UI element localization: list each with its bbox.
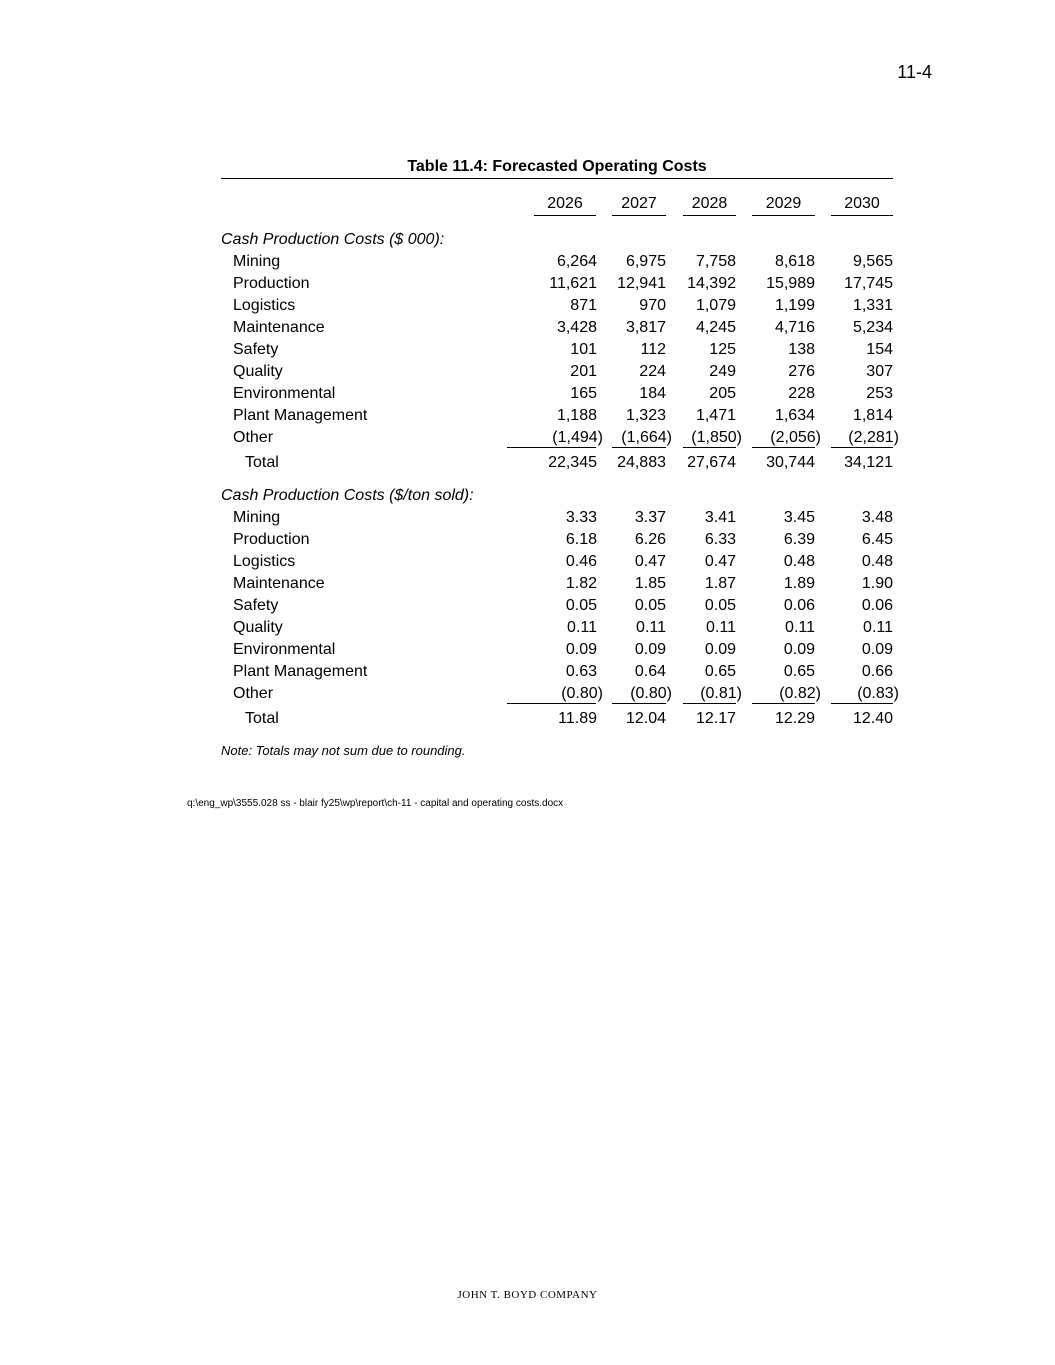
cell: 1,331 [852,297,893,314]
cell: 34,121 [844,454,893,471]
cell: 0.05 [565,597,597,614]
section-heading: Cash Production Costs ($ 000): [221,231,445,248]
cell: 30,744 [766,454,815,471]
cell: 125 [709,341,736,358]
table-row [0,508,1055,530]
row-label: Plant Management [233,663,368,680]
cell: 138 [788,341,815,358]
cell: 224 [639,363,666,380]
table-row [0,596,1055,618]
page-footer: JOHN T. BOYD COMPANY [457,1289,598,1301]
cell: 0.11 [785,619,815,636]
cell: 12.04 [625,710,666,727]
cell: 0.11 [567,619,597,636]
total-row [0,709,1055,731]
cell: 249 [709,363,736,380]
cell: 184 [639,385,666,402]
total-row [0,453,1055,475]
cell: 101 [570,341,597,358]
subtotal-rule [612,447,666,448]
row-label: Environmental [233,641,336,658]
row-label: Safety [233,597,279,614]
file-path: q:\eng_wp\3555.028 ss - blair fy25\wp\report\ch-11 - capital and operating costs.docx [187,798,564,809]
cell: 1,471 [695,407,736,424]
subtotal-rule [507,703,596,704]
row-label: Other [233,685,274,702]
cell: 154 [866,341,893,358]
cell: 0.09 [861,641,893,658]
subtotal-rule [612,703,666,704]
cell: 17,745 [844,275,893,292]
cell: (2,281) [848,429,899,446]
cell: 0.66 [861,663,893,680]
cell: 205 [709,385,736,402]
subtotal-rule [683,703,736,704]
cell: 871 [570,297,597,314]
cell: 201 [570,363,597,380]
cell: (2,056) [770,429,821,446]
cell: (0.80) [630,685,672,702]
cell: 0.09 [783,641,815,658]
cell: 1,079 [695,297,736,314]
subtotal-rule [752,447,815,448]
cell: 0.09 [565,641,597,658]
row-label: Logistics [233,297,296,314]
table-row [0,640,1055,662]
cell: 1.90 [861,575,893,592]
row-label: Logistics [233,553,296,570]
row-label: Maintenance [233,319,325,336]
cell: 1,188 [556,407,597,424]
cell: 12.17 [695,710,736,727]
cell: 276 [788,363,815,380]
cell: 0.65 [704,663,736,680]
cell: 8,618 [774,253,815,270]
cell: 0.47 [634,553,666,570]
row-label: Environmental [233,385,336,402]
row-label: Mining [233,253,281,270]
title-rule [221,178,893,179]
cell: 12.29 [774,710,815,727]
cell: 3.41 [704,509,736,526]
cell: 970 [639,297,666,314]
cell: 0.11 [863,619,893,636]
cell: 1.89 [783,575,815,592]
cell: 0.05 [634,597,666,614]
cell: 1,199 [774,297,815,314]
cell: 24,883 [617,454,666,471]
cell: 0.64 [634,663,666,680]
cell: 15,989 [766,275,815,292]
cell: (0.83) [857,685,899,702]
cell: 7,758 [695,253,736,270]
cell: 3.48 [861,509,893,526]
cell: 6,264 [556,253,597,270]
table-row [0,618,1055,640]
cell: 5,234 [852,319,893,336]
cell: 0.05 [704,597,736,614]
year-header: 2028 [683,194,736,216]
cell: 3.37 [634,509,666,526]
row-label: Mining [233,509,281,526]
cell: 0.48 [861,553,893,570]
cell: 6.33 [704,531,736,548]
row-label: Production [233,531,310,548]
subtotal-rule [831,703,893,704]
cell: 0.47 [704,553,736,570]
table-title: Table 11.4: Forecasted Operating Costs [407,158,707,175]
cell: 14,392 [687,275,736,292]
cell: 0.09 [704,641,736,658]
cell: 3,817 [625,319,666,336]
cell: 6.26 [634,531,666,548]
cell: (0.81) [700,685,742,702]
cell: 6,975 [625,253,666,270]
year-header: 2030 [831,194,893,216]
cell: 1.87 [704,575,736,592]
cell: (0.80) [561,685,603,702]
row-label: Maintenance [233,575,325,592]
table-row [0,296,1055,318]
subtotal-rule [683,447,736,448]
cell: 1,323 [625,407,666,424]
cell: 1,634 [774,407,815,424]
cell: 6.39 [783,531,815,548]
cell: 11,621 [549,275,597,292]
row-label: Total [245,710,279,727]
year-header-row [0,194,1055,216]
year-header: 2029 [752,194,815,216]
cell: 3.45 [783,509,815,526]
cell: (0.82) [779,685,821,702]
cell: 12,941 [617,275,666,292]
cell: 3,428 [556,319,597,336]
page-number: 11-4 [897,62,932,82]
row-label: Safety [233,341,279,358]
cell: 112 [640,341,666,358]
cell: 0.48 [783,553,815,570]
row-label: Plant Management [233,407,368,424]
cell: 11.89 [558,710,597,727]
cell: 1,814 [852,407,893,424]
table-row [0,684,1055,706]
cell: 4,716 [774,319,815,336]
table-row [0,428,1055,450]
cell: 6.18 [565,531,597,548]
section-heading: Cash Production Costs ($/ton sold): [221,487,474,504]
cell: 253 [866,385,893,402]
year-header: 2026 [534,194,596,216]
section-heading-row [0,230,1055,252]
cell: 22,345 [548,454,597,471]
cell: (1,850) [691,429,742,446]
cell: 0.11 [706,619,736,636]
cell: 0.63 [565,663,597,680]
subtotal-rule [831,447,893,448]
table-row [0,406,1055,428]
cell: 12.40 [852,710,893,727]
year-header: 2027 [612,194,666,216]
subtotal-rule [752,703,815,704]
cell: (1,494) [552,429,603,446]
row-label: Production [233,275,310,292]
cell: 228 [788,385,815,402]
table-row [0,318,1055,340]
cell: 0.46 [565,553,597,570]
cell: 9,565 [852,253,893,270]
cell: 0.09 [634,641,666,658]
table-row [0,252,1055,274]
section-heading-row [0,486,1055,508]
subtotal-rule [507,447,596,448]
row-label: Quality [233,619,283,636]
row-label: Total [245,454,279,471]
cell: 165 [570,385,597,402]
cell: 4,245 [695,319,736,336]
cell: (1,664) [621,429,672,446]
cell: 307 [866,363,893,380]
cell: 0.65 [783,663,815,680]
row-label: Other [233,429,274,446]
table-row [0,384,1055,406]
table-row [0,274,1055,296]
cell: 27,674 [687,454,736,471]
table-note: Note: Totals may not sum due to rounding. [221,743,466,758]
cell: 1.82 [565,575,597,592]
cell: 0.06 [861,597,893,614]
cell: 0.06 [783,597,815,614]
table-row [0,662,1055,684]
cell: 0.11 [636,619,666,636]
row-label: Quality [233,363,283,380]
cell: 3.33 [565,509,597,526]
cell: 1.85 [634,575,666,592]
table-row [0,340,1055,362]
table-row [0,530,1055,552]
cell: 6.45 [861,531,893,548]
table-row [0,362,1055,384]
table-row [0,574,1055,596]
table-row [0,552,1055,574]
